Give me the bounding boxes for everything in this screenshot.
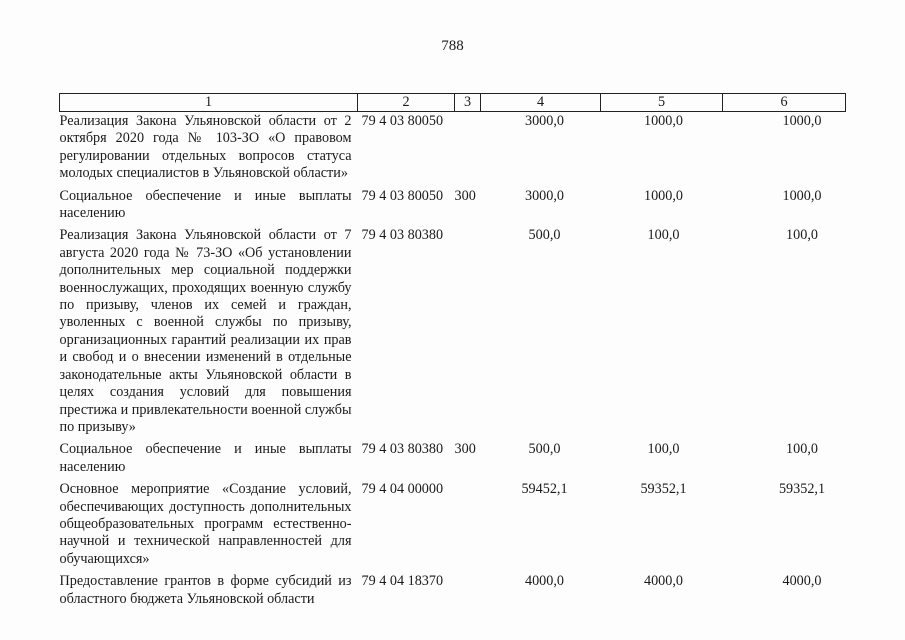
row-value-col6: 100,0 bbox=[786, 227, 818, 244]
row-expense-type bbox=[455, 572, 481, 612]
row-name: Реализация Закона Ульяновской области от 2 октября 2020 года № 103-ЗО «О правовом регулировании отдельных вопросов статуса молодых специалистов в Ульяновской области» bbox=[59, 113, 352, 182]
header-cell-2: 2 bbox=[358, 94, 455, 112]
row-code: 79 4 04 18370 bbox=[361, 573, 444, 590]
row-name: Основное мероприятие «Создание условий, обеспечивающих доступность дополнительных общеобразовательных программ естественно-научной и технической направленностей для обучающихся» bbox=[59, 481, 352, 567]
row-name: Предоставление грантов в форме субсидий из областного бюджета Ульяновской области bbox=[59, 573, 352, 607]
budget-table bbox=[59, 93, 846, 612]
row-value-col5: 1000,0 bbox=[643, 187, 683, 204]
row-value-col5: 59352,1 bbox=[640, 481, 687, 498]
row-expense-type: 300 bbox=[454, 441, 476, 458]
row-value-col4: 3000,0 bbox=[524, 187, 564, 204]
row-value-col4: 59452,1 bbox=[521, 481, 568, 498]
row-value-col4: 3000,0 bbox=[524, 113, 564, 129]
row-name: Социальное обеспечение и иные выплаты населению bbox=[59, 187, 352, 222]
page-number: 788 bbox=[441, 38, 464, 54]
row-expense-type: 300 bbox=[454, 187, 476, 204]
header-row bbox=[60, 94, 846, 112]
row-value-col6: 100,0 bbox=[786, 441, 818, 458]
header-cell-1: 1 bbox=[60, 94, 358, 112]
row-value-col4: 500,0 bbox=[528, 441, 561, 458]
row-code: 79 4 03 80050 bbox=[361, 187, 444, 204]
table-row bbox=[60, 480, 846, 572]
table-row bbox=[60, 112, 846, 187]
row-value-col6: 4000,0 bbox=[782, 573, 822, 590]
row-value-col4: 4000,0 bbox=[524, 573, 564, 590]
row-value-col5: 100,0 bbox=[647, 227, 680, 244]
row-code: 79 4 03 80380 bbox=[361, 441, 444, 458]
row-code: 79 4 03 80050 bbox=[361, 113, 444, 129]
row-name: Реализация Закона Ульяновской области от 7 августа 2020 года № 73-ЗО «Об установлении дополнительных мер социальной поддержки военнослужащих, проходящих военную службу по призыву, членов их семей и граждан, уволенных с военной службы по призыву, организационных гарантий реализации их прав и свобод и о внесении изменений в отдельные законодательные акты Ульяновской области в целях создания условий для повышения престижа и привлекательности военной службы по призыву» bbox=[59, 227, 352, 435]
row-expense-type bbox=[455, 226, 481, 440]
row-value-col6: 59352,1 bbox=[778, 481, 826, 498]
row-code: 79 4 03 80380 bbox=[361, 227, 444, 244]
row-name: Социальное обеспечение и иные выплаты населению bbox=[59, 441, 352, 475]
header-cell-6: 6 bbox=[723, 94, 846, 112]
header-cell-3: 3 bbox=[455, 94, 481, 112]
header-cell-5: 5 bbox=[601, 94, 723, 112]
row-value-col5: 4000,0 bbox=[643, 573, 683, 590]
row-expense-type bbox=[455, 480, 481, 572]
row-value-col6: 1000,0 bbox=[782, 113, 822, 129]
row-value-col5: 100,0 bbox=[647, 441, 680, 458]
header-cell-4: 4 bbox=[481, 94, 601, 112]
row-expense-type bbox=[455, 112, 481, 187]
row-value-col6: 1000,0 bbox=[782, 187, 822, 204]
row-value-col5: 1000,0 bbox=[643, 113, 683, 129]
table-row bbox=[60, 226, 846, 440]
table-row bbox=[60, 440, 846, 480]
row-value-col4: 500,0 bbox=[528, 227, 561, 244]
table-row bbox=[60, 572, 846, 612]
table-row bbox=[60, 187, 846, 227]
row-code: 79 4 04 00000 bbox=[361, 481, 444, 498]
